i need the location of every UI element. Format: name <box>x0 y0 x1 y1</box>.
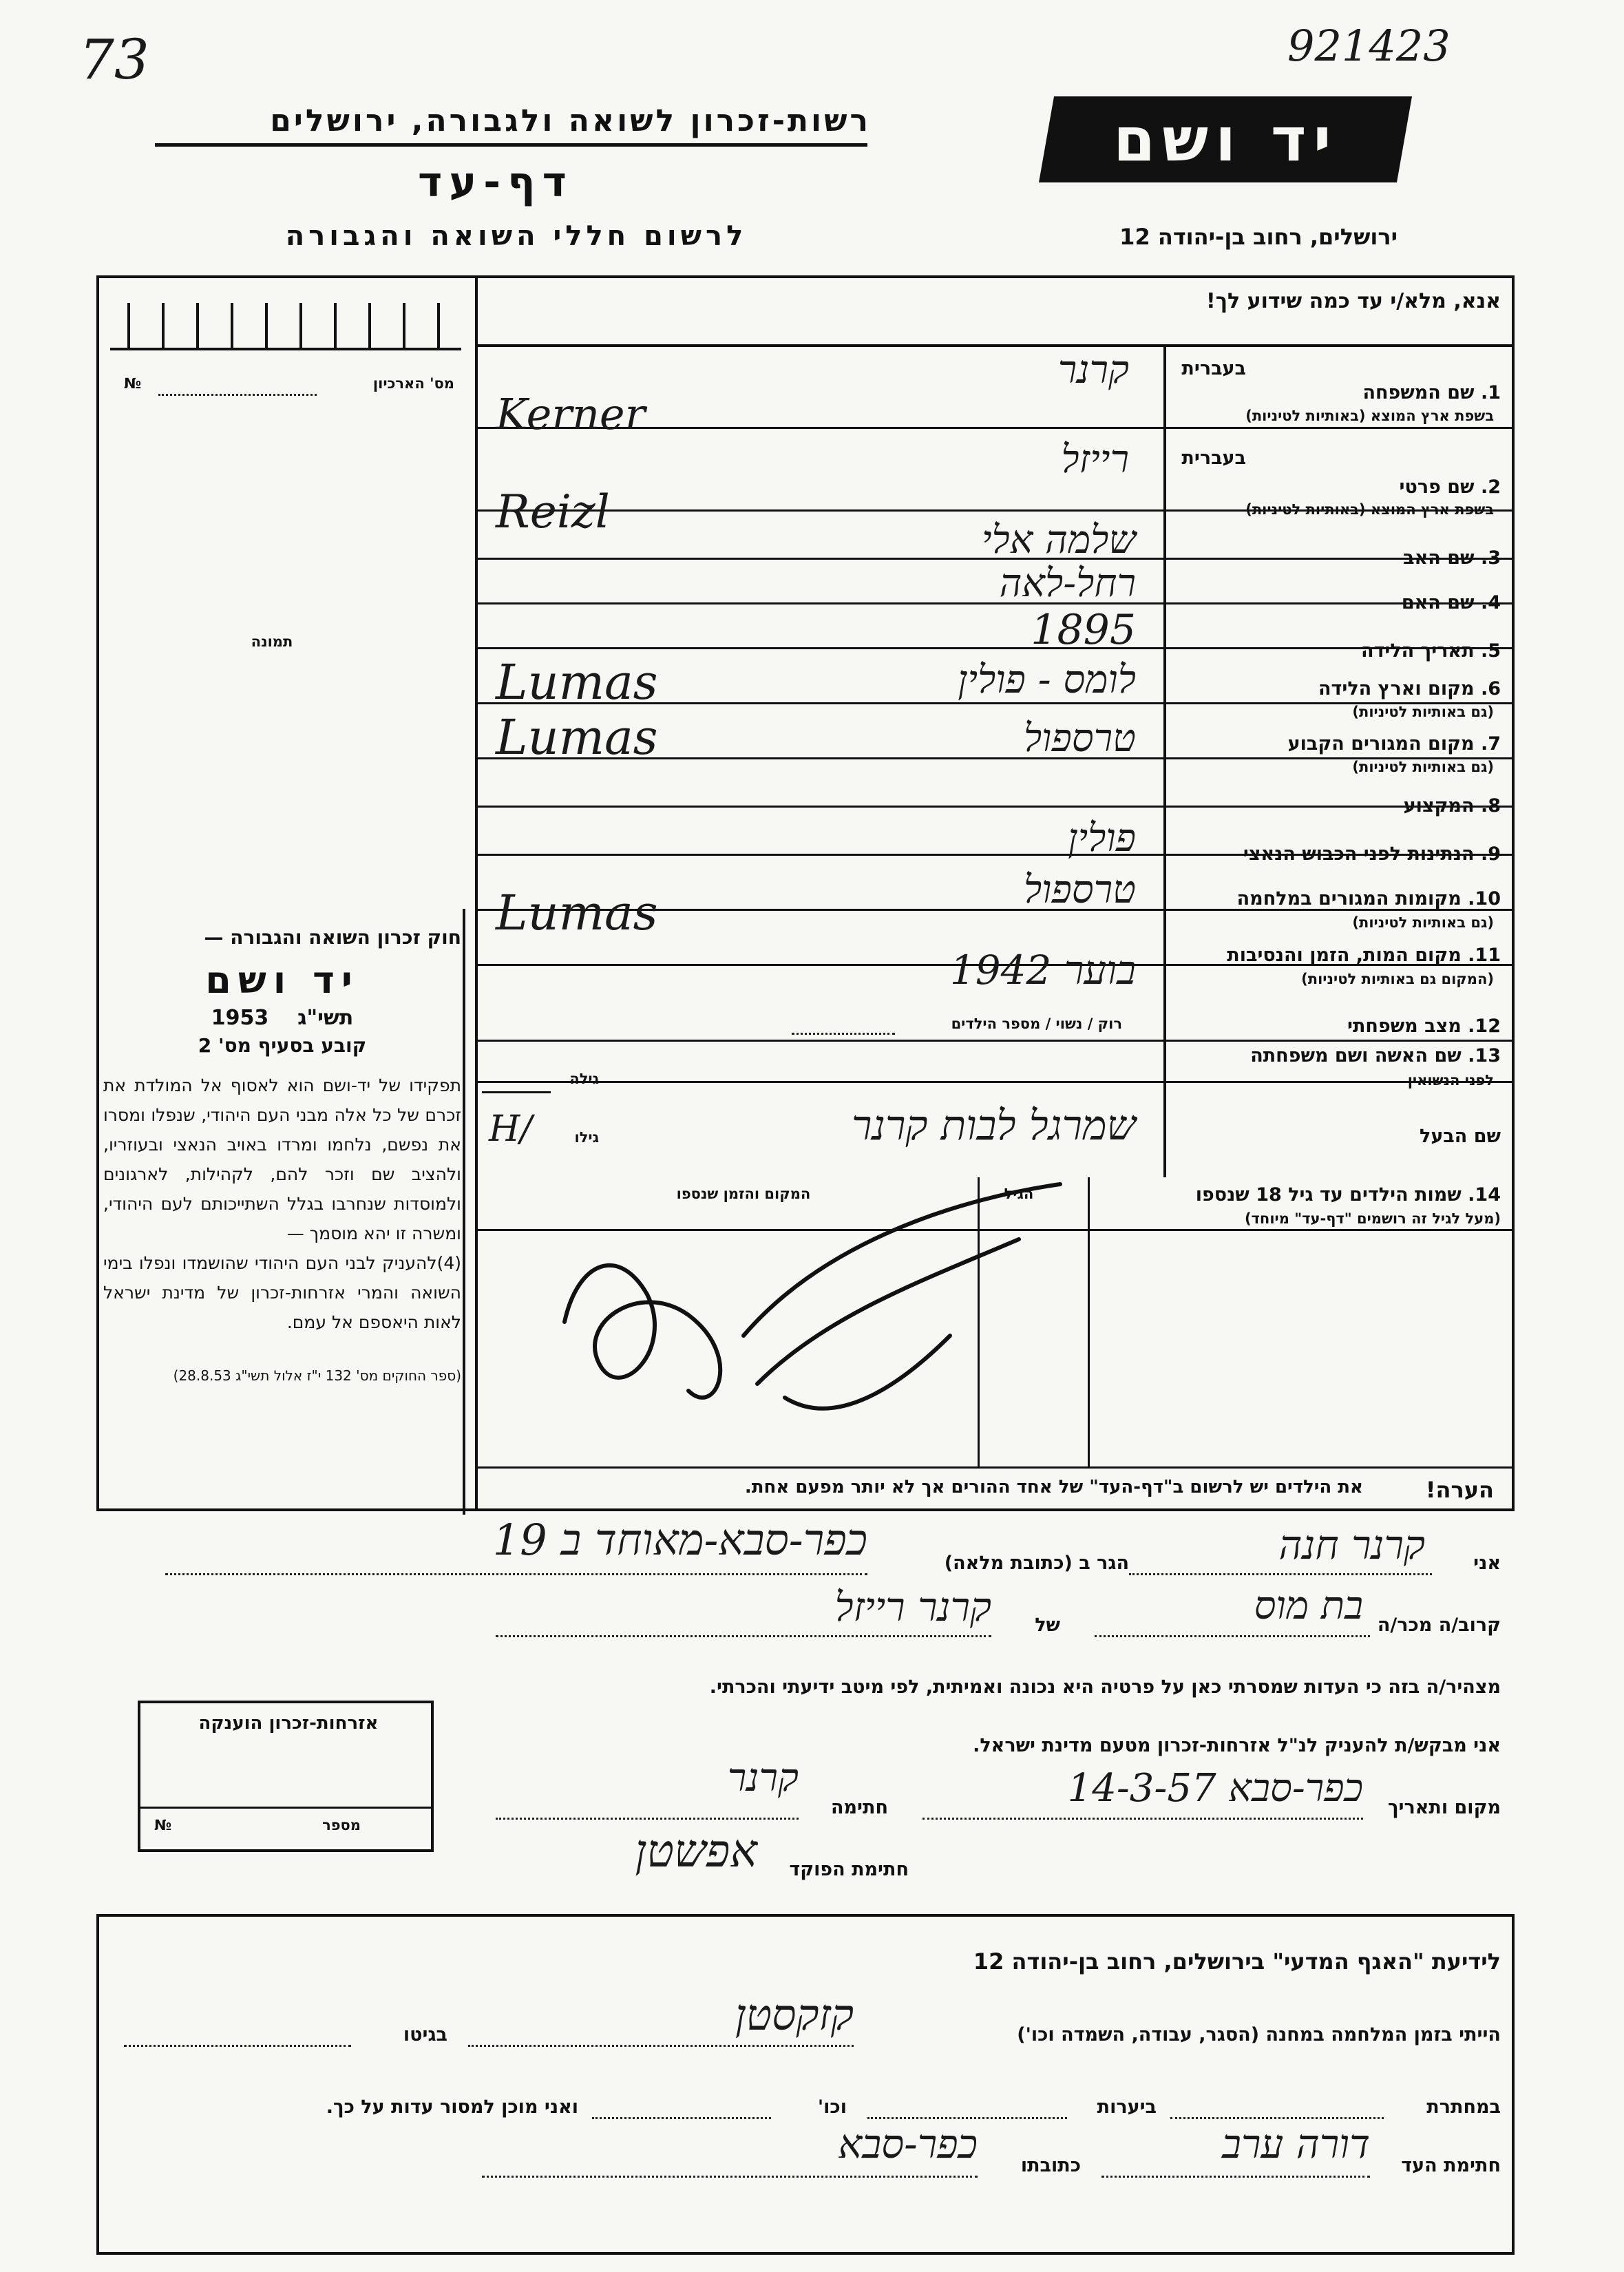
footer-forests-line <box>867 2117 1067 2119</box>
decl-name-line <box>1129 1573 1432 1575</box>
field-7-latin-value[interactable]: Lumas <box>496 709 658 766</box>
field-10-text: מקומות המגורים במלחמה <box>1236 888 1462 909</box>
law-year-hebrew: תשי"ג <box>297 1006 354 1030</box>
field-1-hebrew-tag: בעברית <box>1181 358 1246 379</box>
field-11-num: 11. <box>1468 945 1501 966</box>
field-8-label <box>1184 795 1501 817</box>
law-year: 1953 <box>211 1006 269 1030</box>
decl-place-date-label: מקום ותאריך <box>1387 1797 1501 1818</box>
field-13-num: 13. <box>1468 1045 1501 1066</box>
field-3-text: שם האב <box>1403 547 1475 569</box>
children-label <box>1088 1184 1501 1206</box>
husband-age-mark: H/ <box>489 1108 532 1150</box>
field-13-text: שם האשה ושם משפחתה <box>1250 1045 1462 1066</box>
remark-text: את הילדים יש לרשום ב"דף-העד" של אחד ההורים אך לא יותר מפעם אחת. <box>744 1477 1363 1497</box>
decl-address-line <box>165 1573 867 1575</box>
field-2-num: 2. <box>1480 476 1501 498</box>
stamp-title: אזרחות-זכרון הוענקה <box>198 1713 379 1734</box>
top-question: אנא, מלא/י עד כמה שידוע לך! <box>1206 289 1501 313</box>
field-1-num: 1. <box>1480 382 1501 403</box>
field-7-label <box>1184 733 1501 755</box>
field-2-latin-value[interactable]: Reizl <box>496 485 610 538</box>
decl-relation-line <box>1095 1635 1370 1637</box>
decl-name-value[interactable]: קרנר חנה <box>1278 1522 1425 1568</box>
decl-of-label: של <box>1035 1614 1060 1636</box>
header-address: ירושלים, רחוב בן-יהודה 12 <box>1119 224 1398 250</box>
field-9-text: הנתינות לפני הכבוש הנאצי <box>1243 843 1475 865</box>
law-block-right-border <box>463 909 465 1515</box>
remark-label: הערה! <box>1425 1477 1494 1503</box>
field-2-note: בשפת ארץ המוצא (באותיות לטיניות) <box>1245 501 1494 518</box>
footer-witness-sig-label: חתימת העד <box>1401 2155 1501 2176</box>
decl-request: אני מבקש/ת להעניק לנ"ל אזרחות-זכרון מטעם מדינת ישראל. <box>973 1735 1501 1756</box>
field-1-hebrew-value[interactable]: קרנר <box>1057 348 1129 392</box>
decl-address-value[interactable]: כפר-סבא-מאוחד ב 19 <box>492 1515 867 1565</box>
footer-witness-sig-line <box>1101 2176 1370 2178</box>
field-12-options: רוק / נשוי / מספר הילדים <box>951 1016 1122 1032</box>
footer-ghetto-label: בגיטו <box>403 2024 447 2045</box>
decl-signature-value[interactable]: קרנר <box>727 1756 799 1800</box>
footer-underground-label: במחתרת <box>1426 2096 1501 2118</box>
field-1-label <box>1184 382 1501 403</box>
law-body: תפקידו של יד-ושם הוא לאסוף אל המולדת את זכרם של כל אלה מבני העם היהודי, שנפלו ומסרו את נפשם, נלחמו ומרדו באויב הנאצי ובעוזריו, ולהציב שם וזכר להם, לקהילות, לארגונים ולמוסדות שנחרבו בגלל השתייכותם לעם היהודי, ומשרה זו יהא מוסמך — <box>103 1075 461 1243</box>
children-note: (מעל לגיל זה רושמים "דף-עד" מיוחד) <box>1244 1210 1501 1227</box>
archive-line <box>158 394 317 396</box>
decl-of-value[interactable]: קרנר רייזל <box>834 1584 991 1630</box>
field-12-text: מצב משפחתי <box>1347 1016 1462 1037</box>
header-underline <box>155 143 867 147</box>
law-clause: קובע בסעיף מס' 2 <box>198 1034 367 1057</box>
field-1-latin-value[interactable]: Kerner <box>496 389 646 439</box>
archive-no-symbol: № <box>124 375 142 392</box>
footer-etc-line <box>592 2117 771 2119</box>
header-authority: רשות-זכרון לשואה ולגבורה, ירושלים <box>270 103 871 138</box>
law-point4: (4)להעניק לבני העם היהודי שהושמדו ונפלו בימי השואה והמרי אזרחות-זכרון של מדינת ישראל לאות היאספם אל עמם. <box>103 1253 461 1332</box>
logo-text: יד ושם <box>1112 104 1338 175</box>
footer-ready-label: ואני מוכן למסור עדות על כך. <box>326 2096 578 2118</box>
field-8-num: 8. <box>1480 795 1501 817</box>
field-3-label <box>1184 547 1501 569</box>
children-age-col: הגיל <box>1004 1186 1034 1202</box>
law-title: חוק זכרון השואה והגבורה — <box>204 926 461 949</box>
husband-label: שם הבעל <box>1419 1126 1501 1147</box>
field-4-value[interactable]: רחל-לאה <box>999 561 1136 606</box>
field-10-label <box>1170 888 1501 909</box>
field-10-hebrew-value[interactable]: טרספול <box>1023 867 1136 912</box>
decl-relation-value[interactable]: בת מוס <box>1254 1584 1363 1628</box>
field-8-text: המקצוע <box>1403 795 1475 817</box>
field-4-num: 4. <box>1480 592 1501 613</box>
field-5-label <box>1184 640 1501 662</box>
decl-signature-label: חתימה <box>830 1797 888 1818</box>
footer-address-label: כתובתו <box>1020 2155 1081 2176</box>
field-9-num: 9. <box>1480 843 1501 865</box>
law-name: יד ושם <box>205 958 359 1002</box>
field-12-label <box>1170 1016 1501 1037</box>
field-5-text: תאריך הלידה <box>1360 640 1475 662</box>
form-subtitle: לרשום חללי השואה והגבורה <box>285 220 748 252</box>
field-11-label <box>1170 945 1501 966</box>
husband-age-label: גילו <box>574 1129 599 1146</box>
field-6-hebrew-value[interactable]: לומס - פולין <box>958 658 1136 702</box>
footer-address-value[interactable]: כפר-סבא <box>838 2121 978 2167</box>
field-4-text: שם האם <box>1401 592 1475 613</box>
footer-camp-label: הייתי בזמן המלחמה במחנה (הסגר, עבודה, השמדה וכו') <box>1017 2024 1501 2045</box>
field-2-hebrew-tag: בעברית <box>1181 448 1246 469</box>
law-year-line <box>103 1006 461 1030</box>
yad-vashem-logo <box>1039 96 1412 182</box>
field-6-num: 6. <box>1480 678 1501 700</box>
field-13-label <box>1170 1045 1501 1066</box>
decl-of-line <box>496 1635 991 1637</box>
decl-place-date-value[interactable]: כפר-סבא 14-3-57 <box>1067 1766 1363 1811</box>
husband-value[interactable]: שמרגל לבות קרנר <box>851 1102 1136 1150</box>
decl-resident-label: הגר ב (כתובת מלאה) <box>944 1553 1129 1574</box>
form-title: דף-עד <box>418 158 573 207</box>
field-5-value[interactable]: 1895 <box>1031 606 1136 654</box>
field-5-num: 5. <box>1480 640 1501 662</box>
field-12-line <box>792 1033 895 1035</box>
field-7-num: 7. <box>1480 733 1501 755</box>
field-2-label <box>1184 476 1501 498</box>
field-3-value[interactable]: שלמה אלי <box>981 518 1136 562</box>
field-2-hebrew-value[interactable]: רייזל <box>1061 437 1129 482</box>
archive-tick-marks <box>110 289 461 350</box>
field-11-text: מקום המות, הזמן והנסיבות <box>1227 945 1462 966</box>
children-place-col: המקום והזמן שנספו <box>676 1186 811 1202</box>
photo-label: תמונה <box>251 633 293 650</box>
field-7-note: (גם באותיות לטיניות) <box>1352 759 1494 775</box>
decl-signature-line <box>496 1818 799 1820</box>
field-9-label <box>1170 843 1501 865</box>
decl-relation-label: קרוב/ה מכר/ה <box>1377 1614 1501 1636</box>
children-text: שמות הילדים עד גיל 18 שנספו <box>1195 1184 1462 1206</box>
field-7-hebrew-value[interactable]: טרספול <box>1023 716 1136 761</box>
field-10-num: 10. <box>1468 888 1501 909</box>
footer-camp-line <box>468 2045 854 2047</box>
field-6-text: מקום וארץ הלידה <box>1318 678 1475 700</box>
law-citation: (ספר החוקים מס' 132 י"ז אלול תשי"ג 28.8.53) <box>173 1367 461 1384</box>
field-7-text: מקום המגורים הקבוע <box>1287 733 1475 755</box>
field-1-text: שם המשפחה <box>1362 382 1475 403</box>
footer-heading: לידיעת "האגף המדעי" בירושלים, רחוב בן-יהודה 12 <box>973 1948 1501 1975</box>
citizenship-stamp-box <box>138 1701 434 1852</box>
decl-statement: מצהיר/ה בזה כי העדות שמסרתי כאן על פרטיה היא נכונה ואמיתית, לפי מיטב ידיעתי והכרתי. <box>709 1676 1501 1698</box>
stamp-number-label: מספר <box>322 1817 361 1833</box>
field-12-num: 12. <box>1468 1016 1501 1037</box>
field-11-value[interactable]: בוער 1942 <box>949 947 1136 993</box>
archive-label: מס' הארכיון <box>372 375 454 392</box>
field-13-note: לפני הנשואין <box>1407 1072 1494 1088</box>
children-num: 14. <box>1468 1184 1501 1206</box>
field-3-num: 3. <box>1480 547 1501 569</box>
field-11-note: (המקום גם באותיות לטיניות) <box>1301 971 1494 987</box>
strike-scribble <box>537 1157 1101 1446</box>
field-10-note: (גם באותיות לטיניות) <box>1352 914 1494 931</box>
children-bottom-line <box>478 1466 1515 1469</box>
field-6-latin-value[interactable]: Lumas <box>496 654 658 711</box>
field-13-age-label: גילה <box>569 1071 599 1087</box>
decl-officer-label: חתימת הפוקד <box>789 1859 909 1880</box>
footer-address-line <box>482 2176 978 2178</box>
footer-forests-label: ביערות <box>1097 2096 1157 2118</box>
field-9-value[interactable]: פולין <box>1068 816 1136 861</box>
decl-officer-value[interactable]: אפשטן <box>635 1824 757 1877</box>
page-number-left: 73 <box>79 28 149 92</box>
field-10-latin-value[interactable]: Lumas <box>496 885 658 941</box>
footer-witness-sig-value[interactable]: דורה ערב <box>1222 2121 1370 2167</box>
law-block <box>103 926 461 1387</box>
field-1-note: בשפת ארץ המוצא (באותיות לטיניות) <box>1245 408 1494 424</box>
page-number-right: 921423 <box>1287 21 1451 71</box>
decl-ani: אני <box>1473 1553 1501 1574</box>
decl-place-date-line <box>922 1818 1363 1820</box>
footer-underground-line <box>1170 2117 1384 2119</box>
stamp-no-symbol: № <box>154 1817 172 1833</box>
field-4-label <box>1184 592 1501 613</box>
footer-camp-value[interactable]: קזקסטן <box>735 1990 854 2040</box>
field-6-note: (גם באותיות לטיניות) <box>1352 704 1494 720</box>
field-13-age-underline <box>482 1091 551 1093</box>
field-6-label <box>1184 678 1501 700</box>
footer-etc-label: וכו' <box>817 2096 847 2118</box>
field-2-text: שם פרטי <box>1399 476 1475 498</box>
footer-ghetto-line <box>124 2045 351 2047</box>
